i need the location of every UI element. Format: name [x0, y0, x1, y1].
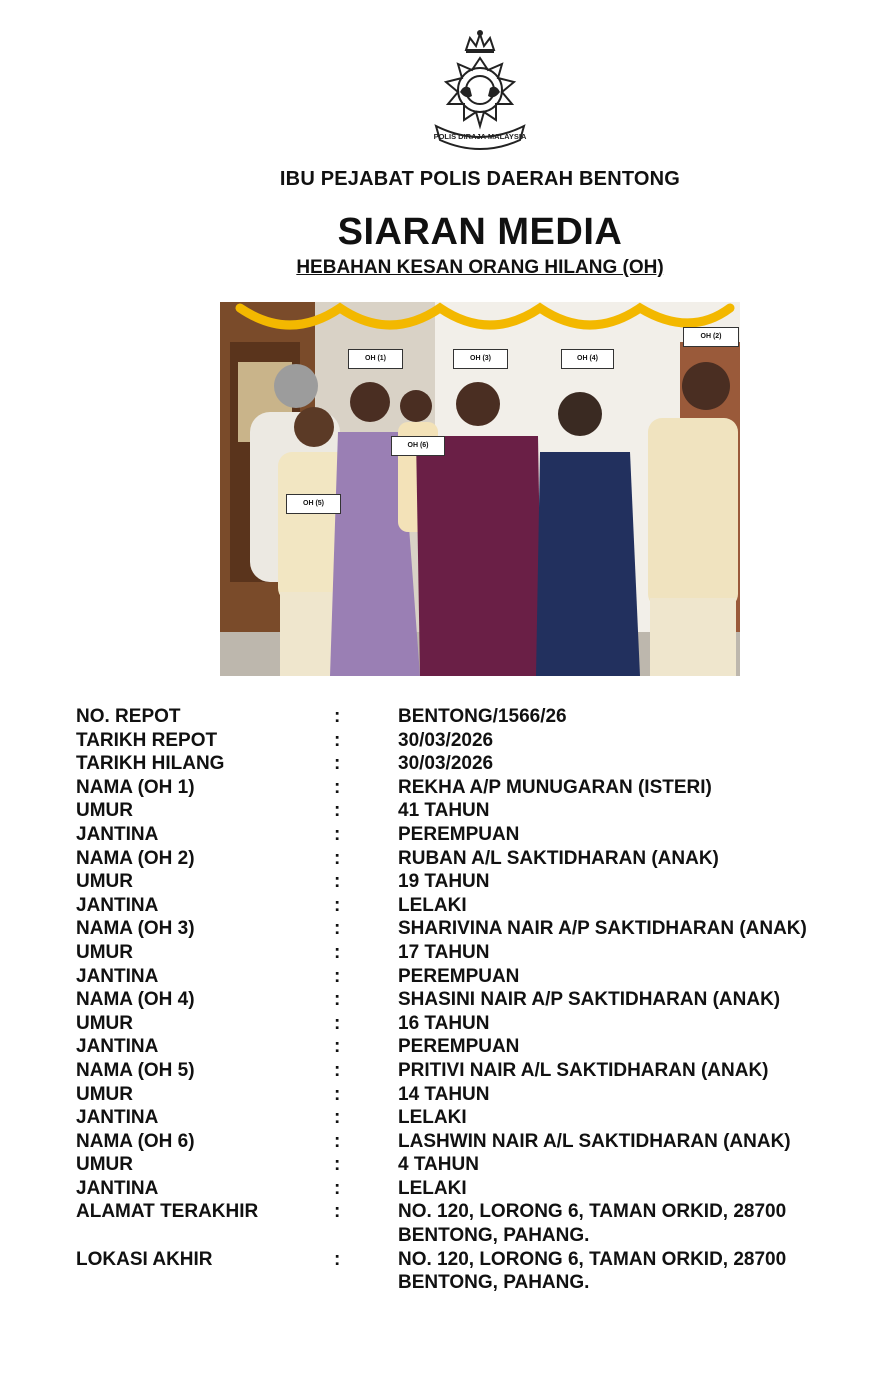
- detail-separator: :: [334, 1177, 341, 1199]
- detail-value: PEREMPUAN: [398, 1036, 520, 1058]
- detail-row: [76, 847, 876, 871]
- detail-row: [76, 729, 876, 753]
- oh-1-label: OH (1): [348, 349, 403, 369]
- detail-value: NO. 120, LORONG 6, TAMAN ORKID, 28700 BENTONG, PAHANG.: [398, 1201, 787, 1247]
- detail-row: [76, 776, 876, 800]
- detail-separator: :: [334, 918, 341, 940]
- detail-separator: :: [334, 894, 341, 916]
- detail-row: [76, 799, 876, 823]
- detail-value: BENTONG/1566/26: [398, 706, 567, 727]
- detail-separator: :: [334, 729, 341, 751]
- detail-row: [76, 917, 876, 941]
- detail-separator: :: [334, 1059, 341, 1081]
- detail-row: [76, 823, 876, 847]
- detail-separator: :: [334, 706, 341, 727]
- oh-3-label: OH (3): [453, 349, 508, 369]
- detail-key: NO. REPOT: [76, 706, 181, 727]
- detail-row: [76, 870, 876, 894]
- detail-value: NO. 120, LORONG 6, TAMAN ORKID, 28700 BENTONG, PAHANG.: [398, 1248, 787, 1294]
- detail-row: [76, 1248, 876, 1295]
- detail-key: UMUR: [76, 1012, 133, 1034]
- detail-separator: :: [334, 823, 341, 845]
- detail-separator: :: [334, 800, 341, 822]
- detail-separator: :: [334, 989, 341, 1011]
- detail-key: JANTINA: [76, 1107, 159, 1129]
- page-title: SIARAN MEDIA: [337, 211, 623, 253]
- detail-value: SHARIVINA NAIR A/P SAKTIDHARAN (ANAK): [398, 918, 807, 940]
- detail-row: [76, 1177, 876, 1201]
- detail-key: JANTINA: [76, 1036, 159, 1058]
- detail-key: UMUR: [76, 800, 133, 822]
- detail-value: PEREMPUAN: [398, 965, 520, 987]
- missing-persons-details: [76, 705, 876, 1295]
- detail-key: NAMA (OH 4): [76, 989, 195, 1011]
- detail-value: 16 TAHUN: [398, 1012, 490, 1034]
- detail-value: LELAKI: [398, 1107, 467, 1129]
- detail-value: LELAKI: [398, 894, 467, 916]
- detail-row: [76, 1130, 876, 1154]
- detail-value: REKHA A/P MUNUGARAN (ISTERI): [398, 776, 712, 798]
- detail-value: RUBAN A/L SAKTIDHARAN (ANAK): [398, 847, 719, 869]
- detail-value: 14 TAHUN: [398, 1083, 490, 1105]
- detail-key: TARIKH HILANG: [76, 753, 225, 775]
- detail-separator: :: [334, 1201, 341, 1223]
- detail-row: [76, 941, 876, 965]
- detail-row: [76, 988, 876, 1012]
- detail-row: [76, 1083, 876, 1107]
- detail-value: PEREMPUAN: [398, 823, 520, 845]
- detail-row: [76, 1106, 876, 1130]
- detail-separator: :: [334, 1107, 341, 1129]
- detail-row: [76, 1200, 876, 1247]
- detail-key: ALAMAT TERAKHIR: [76, 1201, 259, 1223]
- detail-key: NAMA (OH 2): [76, 847, 195, 869]
- detail-separator: :: [334, 1036, 341, 1058]
- svg-text:POLIS DIRAJA MALAYSIA: POLIS DIRAJA MALAYSIA: [433, 132, 527, 141]
- missing-persons-photo: [220, 302, 740, 676]
- detail-value: LASHWIN NAIR A/L SAKTIDHARAN (ANAK): [398, 1130, 791, 1152]
- detail-value: 30/03/2026: [398, 729, 494, 751]
- detail-separator: :: [334, 1083, 341, 1105]
- oh-5-label: OH (5): [286, 494, 341, 514]
- detail-row: [76, 1035, 876, 1059]
- detail-row: [76, 894, 876, 918]
- page-subtitle: HEBAHAN KESAN ORANG HILANG (OH): [296, 257, 664, 278]
- detail-key: UMUR: [76, 1083, 133, 1105]
- detail-key: TARIKH REPOT: [76, 729, 218, 751]
- detail-row: [76, 1153, 876, 1177]
- agency-name: IBU PEJABAT POLIS DAERAH BENTONG: [279, 168, 681, 190]
- detail-key: JANTINA: [76, 823, 159, 845]
- detail-value: 30/03/2026: [398, 753, 494, 775]
- detail-separator: :: [334, 1130, 341, 1152]
- detail-value: 17 TAHUN: [398, 941, 490, 963]
- detail-separator: :: [334, 847, 341, 869]
- detail-value: LELAKI: [398, 1177, 467, 1199]
- oh-6-label: OH (6): [391, 436, 445, 456]
- detail-key: JANTINA: [76, 1177, 159, 1199]
- oh-2-label: OH (2): [683, 327, 739, 347]
- detail-value: 19 TAHUN: [398, 871, 490, 893]
- detail-separator: :: [334, 871, 341, 893]
- detail-separator: :: [334, 941, 341, 963]
- crown-icon: [466, 31, 494, 52]
- detail-separator: :: [334, 1012, 341, 1034]
- detail-separator: :: [334, 776, 341, 798]
- detail-separator: :: [334, 753, 341, 775]
- detail-row: [76, 1059, 876, 1083]
- detail-key: NAMA (OH 3): [76, 918, 195, 940]
- detail-separator: :: [334, 965, 341, 987]
- detail-key: NAMA (OH 6): [76, 1130, 195, 1152]
- detail-key: UMUR: [76, 941, 133, 963]
- oh-4-label: OH (4): [561, 349, 614, 369]
- detail-key: JANTINA: [76, 965, 159, 987]
- detail-value: PRITIVI NAIR A/L SAKTIDHARAN (ANAK): [398, 1059, 769, 1081]
- detail-value: 41 TAHUN: [398, 800, 490, 822]
- detail-value: 4 TAHUN: [398, 1154, 479, 1176]
- detail-separator: :: [334, 1248, 341, 1270]
- detail-key: NAMA (OH 1): [76, 776, 195, 798]
- police-emblem-logo: [422, 30, 538, 154]
- detail-key: LOKASI AKHIR: [76, 1248, 213, 1270]
- detail-key: NAMA (OH 5): [76, 1059, 195, 1081]
- detail-separator: :: [334, 1154, 341, 1176]
- detail-row: [76, 1012, 876, 1036]
- detail-key: UMUR: [76, 1154, 133, 1176]
- detail-row: [76, 752, 876, 776]
- detail-key: JANTINA: [76, 894, 159, 916]
- detail-row: [76, 705, 876, 729]
- detail-value: SHASINI NAIR A/P SAKTIDHARAN (ANAK): [398, 989, 781, 1011]
- detail-key: UMUR: [76, 871, 133, 893]
- detail-row: [76, 965, 876, 989]
